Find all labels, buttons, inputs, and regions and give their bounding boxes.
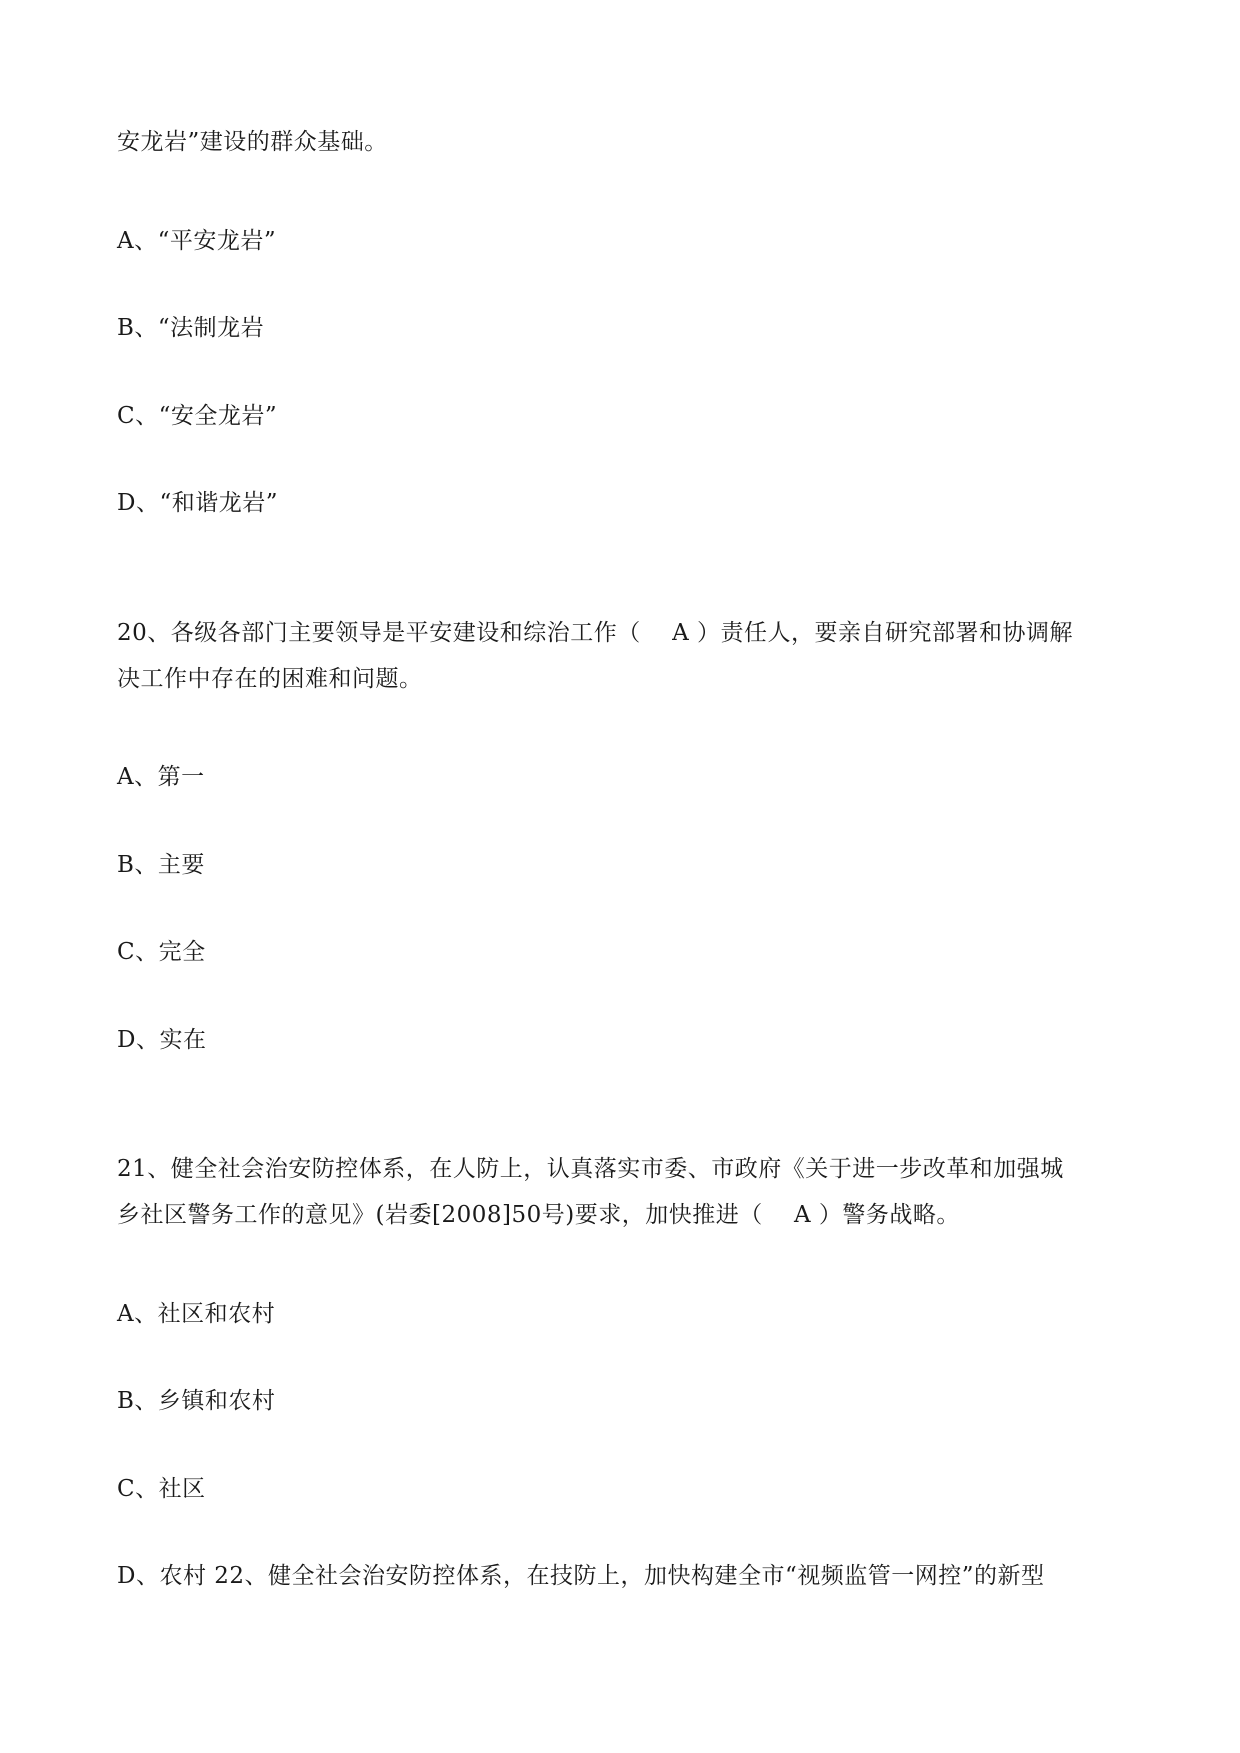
q21-option-b: B、乡镇和农村 [117,1388,276,1414]
q19-option-c: C、“安全龙岩” [117,403,278,429]
q21-stem-line2: 乡社区警务工作的意见》(岩委[2008]50号)要求，加快推进（ A ）警务战略。 [117,1202,960,1228]
q19-option-d: D、“和谐龙岩” [117,490,278,516]
continuation-text: 安龙岩”建设的群众基础。 [117,129,388,155]
q21-option-c: C、社区 [117,1476,206,1502]
q21-option-d-and-q22-stem: D、农村 22、健全社会治安防控体系，在技防上，加快构建全市“视频监管一网控”的新型 [117,1563,1045,1589]
q20-option-a: A、第一 [117,764,205,790]
q19-option-b: B、“法制龙岩 [117,315,265,341]
q20-stem-line2: 决工作中存在的困难和问题。 [117,666,423,692]
q20-option-b: B、主要 [117,852,205,878]
q20-stem-line1: 20、各级各部门主要领导是平安建设和综治工作（ A ）责任人，要亲自研究部署和协调解 [117,620,1073,646]
q21-stem-line1: 21、健全社会治安防控体系，在人防上，认真落实市委、市政府《关于进一步改革和加强城 [117,1156,1064,1182]
q21-option-a: A、社区和农村 [117,1301,276,1327]
q20-option-d: D、实在 [117,1027,207,1053]
q20-option-c: C、完全 [117,939,206,965]
q19-option-a: A、“平安龙岩” [117,228,277,254]
